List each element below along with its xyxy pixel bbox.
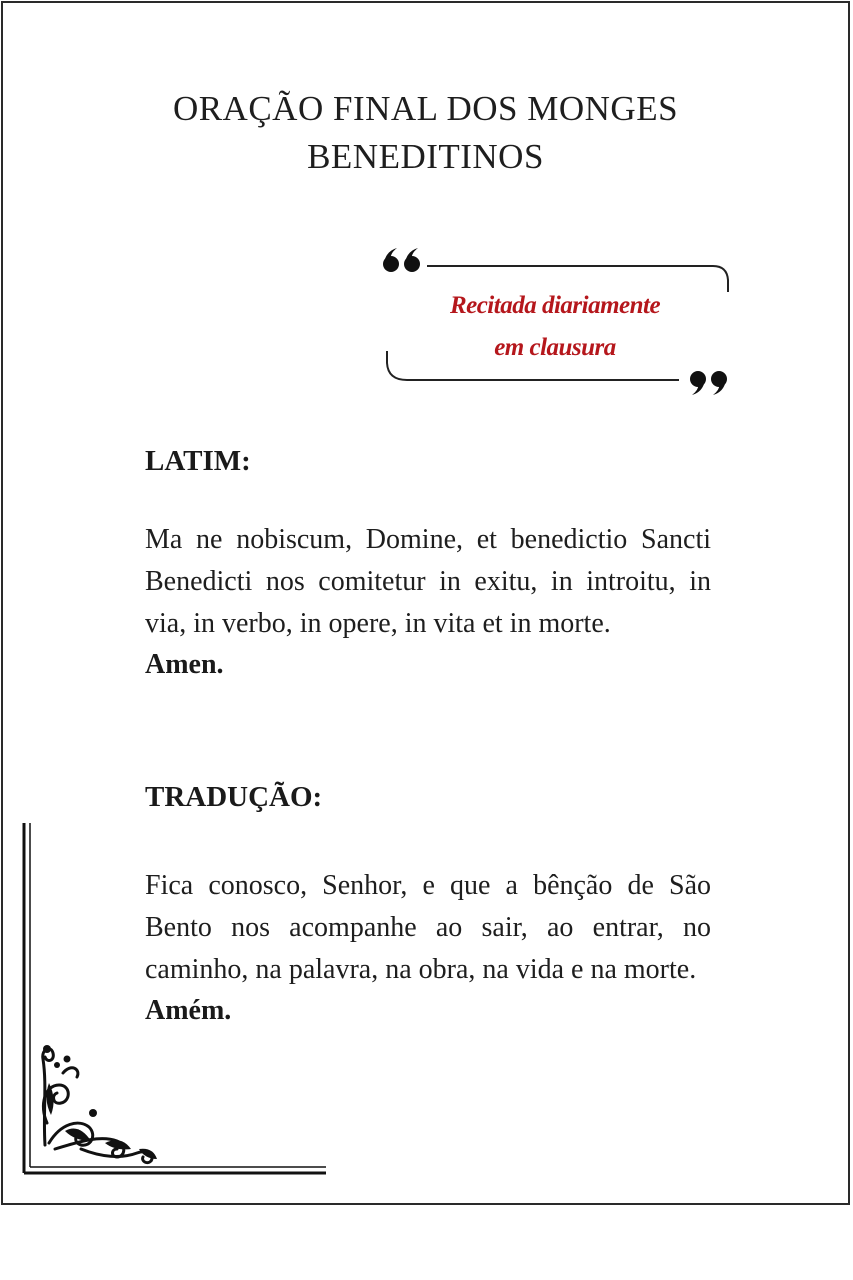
- translation-heading: TRADUÇÃO:: [145, 781, 323, 813]
- corner-flourish-ornament: [21, 823, 331, 1178]
- latin-heading: LATIM:: [145, 445, 251, 477]
- translation-closing: Amém.: [145, 995, 232, 1026]
- quote-line-2: em clausura: [494, 334, 616, 361]
- quote-line-1: Recitada diariamente: [449, 292, 661, 319]
- latin-closing: Amen.: [145, 649, 224, 680]
- translation-prayer-text: Fica conosco, Senhor, e que a bênção de São Bento nos acompanhe ao sair, ao entrar, no caminho, na palavra, na obra, na vida e na morte.: [145, 870, 711, 985]
- close-quote-icon: [690, 371, 727, 395]
- prayer-card: [1, 1, 850, 1205]
- title-line-2: BENEDITINOS: [307, 137, 544, 176]
- quote-text: [405, 285, 705, 369]
- pull-quote: [375, 239, 735, 397]
- title-line-1: ORAÇÃO FINAL DOS MONGES: [172, 89, 679, 128]
- page-title: [3, 85, 848, 181]
- latin-section: [145, 443, 711, 685]
- open-quote-icon: [383, 248, 420, 272]
- latin-prayer-text: Ma ne nobiscum, Domine, et benedictio Sancti Benedicti nos comitetur in exitu, in introitu, in via, in verbo, in opere, in vita et in morte.: [145, 524, 711, 639]
